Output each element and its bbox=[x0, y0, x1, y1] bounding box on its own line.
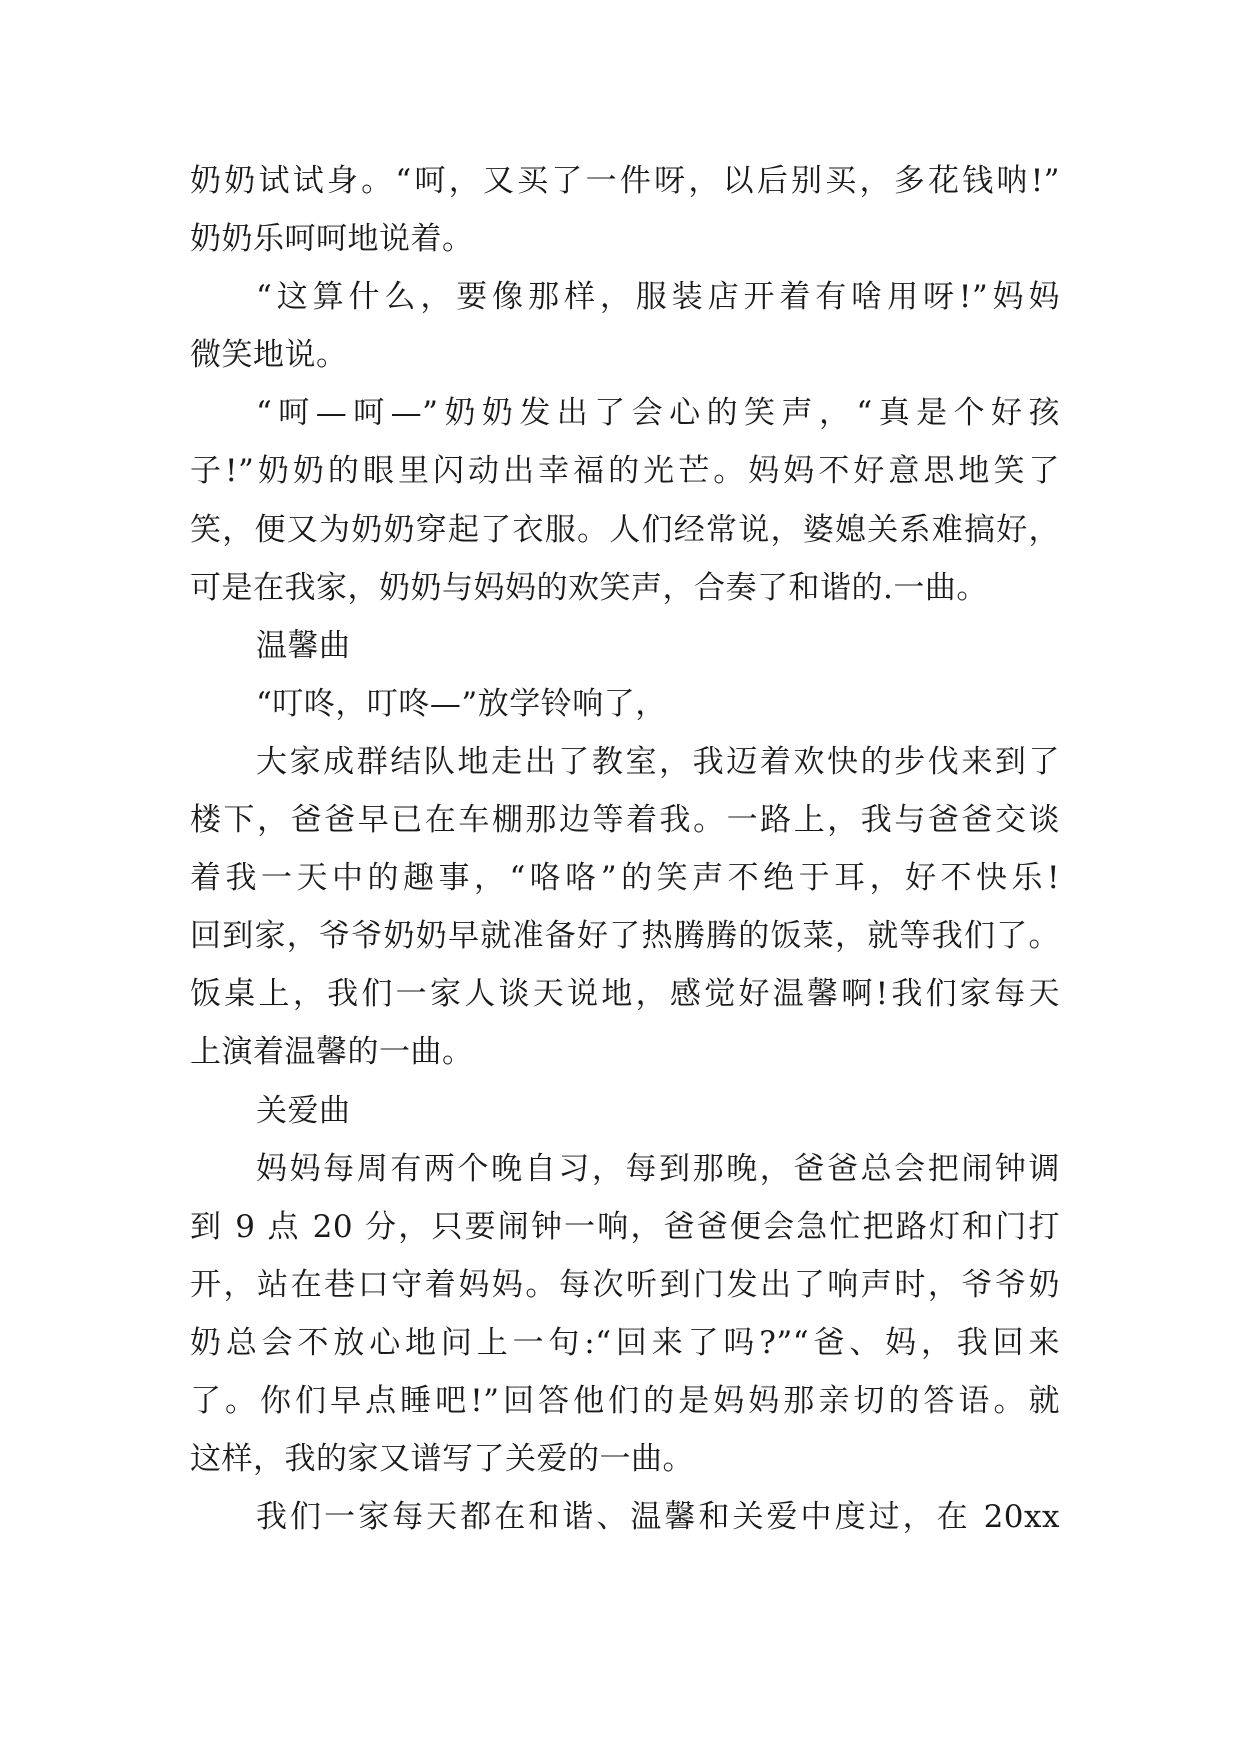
text-line: 可是在我家，奶奶与妈妈的欢笑声，合奏了和谐的.一曲。 bbox=[190, 569, 988, 606]
text-line: 开，站在巷口守着妈妈。每次听到门发出了响声时，爷爷奶 bbox=[190, 1266, 1060, 1303]
document-body bbox=[190, 152, 1060, 1546]
section-heading: 温馨曲 bbox=[256, 627, 351, 664]
text-line: 饭桌上，我们一家人谈天说地，感觉好温馨啊!我们家每天 bbox=[190, 976, 1060, 1013]
text-line: “叮咚，叮咚—”放学铃响了， bbox=[256, 685, 667, 722]
section-heading: 关爱曲 bbox=[256, 1092, 351, 1129]
text-line: 到 9 点 20 分，只要闹钟一响，爸爸便会急忙把路灯和门打 bbox=[190, 1208, 1060, 1245]
text-line: 着我一天中的趣事，“咯咯”的笑声不绝于耳，好不快乐! bbox=[190, 860, 1060, 897]
text-line: 子!”奶奶的眼里闪动出幸福的光芒。妈妈不好意思地笑了 bbox=[190, 453, 1060, 490]
text-line: 妈妈每周有两个晚自习，每到那晚，爸爸总会把闹钟调 bbox=[256, 1150, 1060, 1187]
text-line: 了。你们早点睡吧!”回答他们的是妈妈那亲切的答语。就 bbox=[190, 1382, 1060, 1419]
text-line: 奶总会不放心地问上一句:“回来了吗?”“爸、妈，我回来 bbox=[190, 1324, 1060, 1361]
text-line: 回到家，爷爷奶奶早就准备好了热腾腾的饭菜，就等我们了。 bbox=[190, 918, 1060, 955]
text-line: 奶奶试试身。“呵，又买了一件呀，以后别买，多花钱呐!” bbox=[190, 163, 1060, 199]
text-line: 我们一家每天都在和谐、温馨和关爱中度过，在 20xx bbox=[256, 1499, 1060, 1536]
text-line: 上演着温馨的一曲。 bbox=[190, 1034, 474, 1071]
text-line: 楼下，爸爸早已在车棚那边等着我。一路上，我与爸爸交谈 bbox=[190, 802, 1060, 839]
text-line: “这算什么，要像那样，服装店开着有啥用呀!”妈妈 bbox=[256, 279, 1060, 316]
text-line: 笑，便又为奶奶穿起了衣服。人们经常说，婆媳关系难搞好， bbox=[190, 511, 1060, 548]
text-line: 微笑地说。 bbox=[190, 337, 348, 374]
text-line: 大家成群结队地走出了教室，我迈着欢快的步伐来到了 bbox=[256, 743, 1060, 780]
text-line: 奶奶乐呵呵地说着。 bbox=[190, 221, 474, 258]
text-line: 这样，我的家又谱写了关爱的一曲。 bbox=[190, 1441, 694, 1478]
text-line: “呵—呵—”奶奶发出了会心的笑声，“真是个好孩 bbox=[256, 395, 1060, 432]
